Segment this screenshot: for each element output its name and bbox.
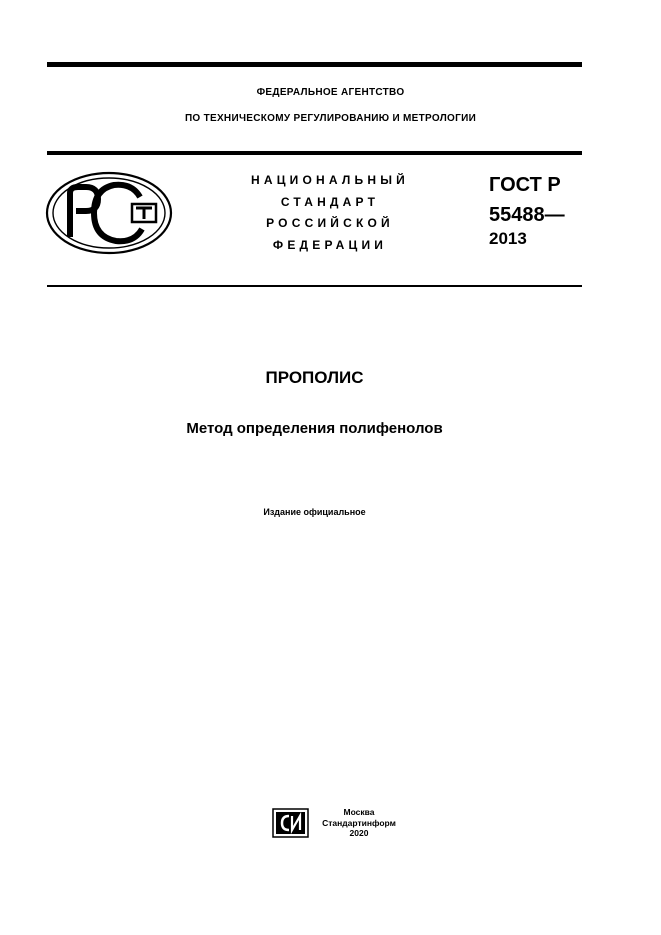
document-title: ПРОПОЛИС <box>265 368 364 387</box>
national-standard-label <box>230 170 430 256</box>
publisher-city: Москва <box>343 807 375 817</box>
gost-year: 2013 <box>489 229 527 248</box>
agency-name-line1: ФЕДЕРАЛЬНОЕ АГЕНТСТВО <box>256 87 405 98</box>
standard-line-3: РОССИЙСКОЙ <box>266 216 394 230</box>
document-subtitle: Метод определения полифенолов <box>186 420 443 437</box>
gost-designation <box>489 170 565 250</box>
standard-line-4: ФЕДЕРАЦИИ <box>272 237 388 252</box>
top-divider <box>47 62 582 67</box>
standard-line-1: НАЦИОНАЛЬНЫЙ <box>250 173 410 187</box>
agency-name-line2: ПО ТЕХНИЧЕСКОМУ РЕГУЛИРОВАНИЮ И МЕТРОЛОГИИ <box>184 113 477 124</box>
edition-note: Издание официальное <box>263 507 366 517</box>
publisher-name: Стандартинформ <box>322 817 396 828</box>
publisher-year: 2020 <box>349 828 369 838</box>
gost-number: 55488— <box>489 204 565 226</box>
section-divider <box>47 285 582 287</box>
publisher-info <box>318 807 400 839</box>
standartinform-logo-icon <box>272 808 309 838</box>
gost-prefix: ГОСТ Р <box>489 174 561 196</box>
standard-line-2: СТАНДАРТ <box>280 194 380 209</box>
header-divider <box>47 151 582 155</box>
rst-emblem-icon <box>44 171 174 255</box>
